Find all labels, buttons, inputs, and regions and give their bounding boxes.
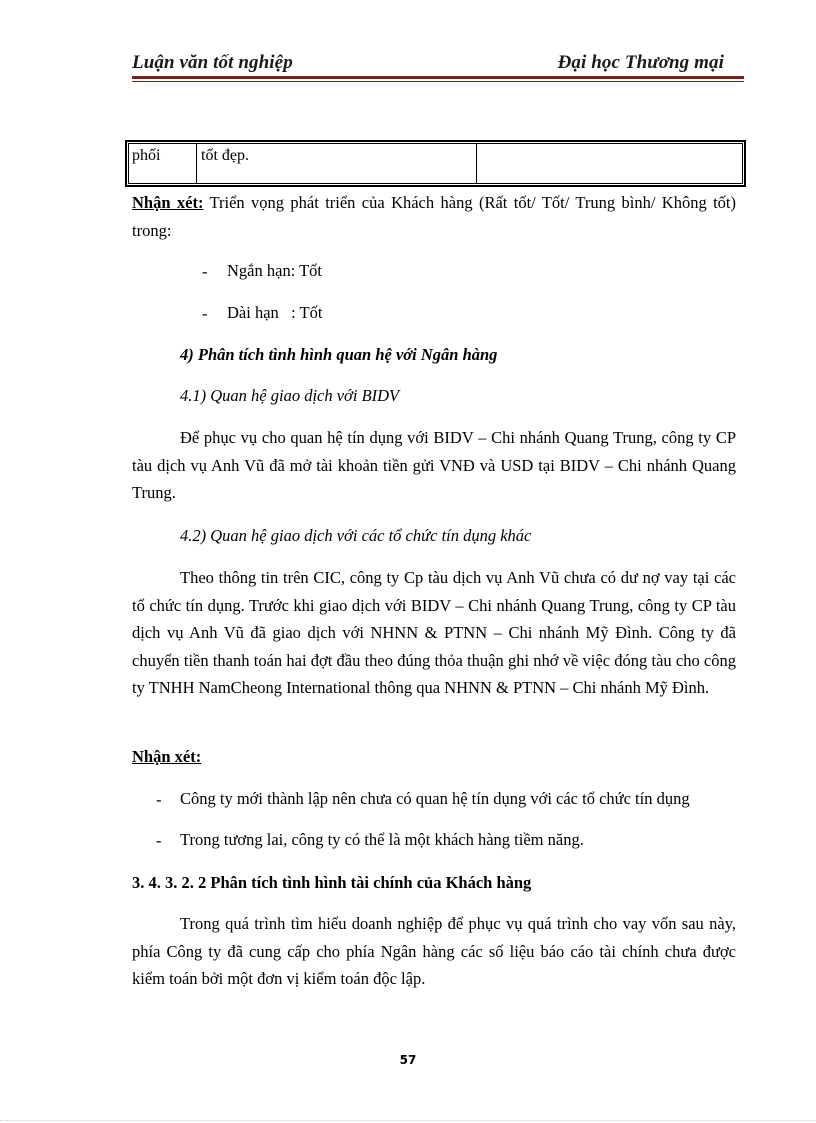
header-rule-thick: [132, 76, 744, 79]
dash-bullet: -: [156, 831, 162, 850]
page-number: 57: [399, 1053, 417, 1067]
dash-bullet: -: [202, 262, 208, 281]
dash-bullet: -: [156, 790, 162, 809]
remark-label: Nhận xét:: [132, 193, 204, 212]
dash-bullet: -: [202, 304, 208, 323]
paragraph-4-2: Theo thông tin trên CIC, công ty Cp tàu dịch vụ Anh Vũ chưa có dư nợ vay tại các tổ chức tín dụng. Trước khi giao dịch với BIDV – Chi nhánh Quang Trung, công ty CP tàu dịch vụ Anh Vũ đã giao dịch với NHNN & PTNN – Chi nhánh Mỹ Đình. Công ty đã chuyển tiền thanh toán hai đợt đầu theo đúng thỏa thuận ghi nhớ về việc đóng tàu cho công ty TNHH NamCheong International thông qua NHNN & PTNN – Chi nhánh Mỹ Đình.: [132, 568, 736, 697]
remark-2-label: Nhận xét:: [132, 747, 202, 766]
outlook-short-term: Ngắn hạn: Tốt: [227, 261, 323, 280]
remark-text: Triển vọng phát triển của Khách hàng (Rất tốt/ Tốt/ Trung bình/ Không tốt) trong:: [132, 193, 736, 240]
table-row: [128, 143, 743, 184]
remark-outlook: [132, 189, 736, 244]
header-rule-thin: [132, 81, 744, 82]
section-3-4-3-2-2-title: 3. 4. 3. 2. 2 Phân tích tình hình tài chính của Khách hàng: [132, 873, 532, 892]
outlook-long-term: Dài hạn : Tốt: [227, 303, 323, 322]
subsection-4-2-title: 4.2) Quan hệ giao dịch với các tổ chức tín dụng khác: [180, 526, 532, 545]
table-cell-1: phối: [129, 144, 197, 183]
header-thesis-title: Luận văn tốt nghiệp: [132, 52, 293, 73]
remark-2-item-2: Trong tương lai, công ty có thể là một khách hàng tiềm năng.: [180, 830, 584, 849]
subsection-4-1-title: 4.1) Quan hệ giao dịch với BIDV: [180, 386, 400, 405]
header-university: Đại học Thương mại: [557, 52, 724, 73]
paragraph-4-1: Để phục vụ cho quan hệ tín dụng với BIDV – Chi nhánh Quang Trung, công ty CP tàu dịch vụ Anh Vũ đã mở tài khoản tiền gửi VNĐ và USD tại BIDV – Chi nhánh Quang Trung.: [132, 428, 736, 502]
page-bottom-border: [0, 1120, 816, 1121]
section-4-title: 4) Phân tích tình hình quan hệ với Ngân hàng: [180, 345, 498, 364]
paragraph-3-4-3-2-2: Trong quá trình tìm hiểu doanh nghiệp để phục vụ quá trình cho vay vốn sau này, phía Công ty đã cung cấp cho phía Ngân hàng các số liệu báo cáo tài chính chưa được kiểm toán bởi một đơn vị kiểm toán độc lập.: [132, 914, 736, 988]
remark-2-item-1: Công ty mới thành lập nên chưa có quan hệ tín dụng với các tổ chức tín dụng: [180, 789, 690, 808]
table-cell-2: tốt đẹp.: [197, 144, 477, 183]
table-cell-3: [477, 144, 742, 183]
